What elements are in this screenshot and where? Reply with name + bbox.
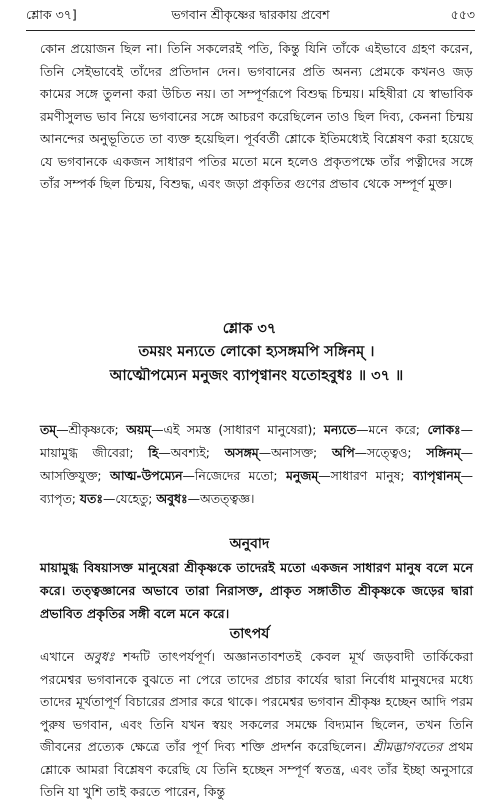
synonym-meaning: অতত্ত্বজ্ঞ।	[200, 491, 255, 506]
purport-italic-title: শ্রীমদ্ভাগবতের	[372, 739, 443, 754]
synonym-word: লোকঃ	[427, 422, 461, 437]
purport-text-part: শব্দটি তাৎপর্যপূর্ণ। অজ্ঞানতাবশতই কেবল মূর্খ জড়বাদী তার্কিকেরা পরমেশ্বর ভগবানকে বুঝতে না পেরে তাদের প্রচার কার্যের দ্বারা নির্বোধ মানুষদের মধ্যে তাদের মূর্খতাপূর্ণ বিচারের প্রসার করে থাকে। পরমেশ্বর ভগবান শ্রীকৃষ্ণ হচ্ছেন আদি পরম পুরুষ ভগবান, এবং তিনি যখন স্বয়ং সকলের সমক্ষে বিদ্যমান ছিলেন, তখন তিনি জীবনের প্রত্যেক ক্ষেত্রে তাঁর পূর্ণ দিব্য শক্তি প্রদর্শন করেছিলেন।	[40, 649, 473, 754]
purport-text-part: প্রথম শ্লোকে আমরা বিশ্লেষণ করেছি যে তিনি হচ্ছেন সম্পূর্ণ স্বতন্ত্র, এবং তাঁর ইচ্ছা অনুসারে তিনি যা খুশি তাই করতে পারেন, কিন্তু	[40, 739, 473, 799]
synonym-word: সঙ্গিনম্	[426, 445, 461, 460]
synonym-meaning: আসক্তিযুক্ত;	[40, 468, 111, 483]
synonym-meaning: ব্যাপৃত;	[40, 491, 80, 506]
translation-text: মায়ামুগ্ধ বিষয়াসক্ত মানুষেরা শ্রীকৃষ্ণকে তাদেরই মতো একজন সাধারণ মানুষ বলে মনে করে। তত্ত্বজ্ঞানের অভাবে তারা নিরাসক্ত, প্রাকৃত সঙ্গাতীত শ্রীকৃষ্ণকে জড়ের দ্বারা প্রভাবিত প্রকৃতির সঙ্গী বলে মনে করে।	[40, 560, 473, 621]
purport-title: তাৎপর্য	[229, 626, 270, 642]
synonym-word: অয়ম্	[126, 422, 152, 437]
synonym-word: হি	[148, 445, 159, 460]
synonym-meaning: শ্রীকৃষ্ণকে;	[68, 422, 127, 437]
purport-text-part: এখানে	[40, 649, 83, 664]
synonym-word: অবুধঃ	[156, 491, 188, 506]
synonym-word: অসঙ্গম্	[224, 445, 259, 460]
synonym-word: মনুজম্	[286, 468, 319, 483]
synonym-meaning: নিজেদের মতো;	[194, 468, 287, 483]
purport-italic-word: অবুধঃ	[82, 649, 115, 664]
header-verse-ref: শ্লোক ৩৭]	[26, 7, 77, 22]
synonym-word: মন্যতে	[324, 422, 357, 437]
header-chapter-title: ভগবান শ্রীকৃষ্ণের দ্বারকায় প্রবেশ	[171, 7, 330, 22]
synonym-word: যতঃ	[79, 491, 103, 506]
page-header	[26, 6, 475, 28]
translation-title: অনুবাদ	[229, 536, 270, 552]
synonym-meaning: মনে করে;	[368, 422, 428, 437]
verse-title: শ্লোক ৩৭	[222, 321, 277, 337]
continued-paragraph: কোন প্রয়োজন ছিল না। তিনি সকলেরই পতি, কিন্তু যিনি তাঁকে এইভাবে গ্রহণ করেন, তিনি সেইভাবেই তাঁদের প্রতিদান দেন। ভগবানের প্রতি অনন্য প্রেমকে কখনও জড় কামের সঙ্গে তুলনা করা উচিত নয়। তা সম্পূর্ণরূপে বিশুদ্ধ চিন্ময়। মহিষীরা যে স্বাভাবিক রমণীসুলভ ভাব নিয়ে ভগবানের সঙ্গে আচরণ করেছিলেন তাও ছিল দিব্য, কেননা চিন্ময় আনন্দের অনুভূতিতে তা ব্যক্ত হয়েছিল। পূর্ববর্তী শ্লোকে ইতিমধ্যেই বিশ্লেষণ করা হয়েছে যে ভগবানকে একজন সাধারণ পতির মতো মনে হলেও প্রকৃতপক্ষে তাঁর পত্নীদের সঙ্গে তাঁর সম্পর্ক ছিল চিন্ময়, বিশুদ্ধ, এবং জড়া প্রকৃতির গুণের প্রভাব থেকে সম্পূর্ণ মুক্ত।	[40, 41, 473, 191]
purport-text	[40, 646, 473, 804]
synonym-meaning: অবশ্যই;	[170, 445, 225, 460]
synonym-meaning: সত্ত্বেও;	[367, 445, 427, 460]
synonym-meaning: যেহেতু;	[115, 491, 157, 506]
synonym-meaning: এই সমস্ত (সাধারণ মানুষেরা);	[163, 422, 324, 437]
synonym-meaning: সাধারণ মানুষ;	[330, 468, 414, 483]
synonyms: তম্—শ্রীকৃষ্ণকে; অয়ম্—এই সমস্ত (সাধারণ মানুষেরা); মন্যতে—মনে করে; লোকঃ—মায়ামুগ্ধ জীবেরা; হি—অবশ্যই; অসঙ্গম্—অনাসক্ত; অপি—সত্ত্বেও; সঙ্গিনম্—আসক্তিযুক্ত; আত্ম-উপম্যেন—নিজেদের মতো; মনুজম্—সাধারণ মানুষ; ব্যাপৃণ্বানম্—ব্যাপৃত; যতঃ—যেহেতু; অবুধঃ—অতত্ত্বজ্ঞ।	[40, 422, 473, 506]
synonym-word: অপি	[331, 445, 355, 460]
header-page-number: ৫৫৩	[450, 7, 475, 22]
verse-line-2: আত্মৌপম্যেন মনুজং ব্যাপৃণ্বানং যতোহবুধঃ ॥ ৩৭ ॥	[109, 368, 404, 384]
synonym-meaning: অনাসক্ত;	[271, 445, 332, 460]
verse-line-1: তময়ং মন্যতে লোকো হ্যসঙ্গমপি সঙ্গিনম্ ।	[138, 344, 375, 360]
synonym-word: আত্ম-উপম্যেন	[110, 468, 183, 483]
header-rule	[26, 30, 475, 31]
synonym-meaning: মায়ামুগ্ধ জীবেরা;	[40, 445, 149, 460]
synonym-word: ব্যাপৃণ্বানম্	[413, 468, 461, 483]
synonym-word: তম্	[40, 422, 57, 437]
